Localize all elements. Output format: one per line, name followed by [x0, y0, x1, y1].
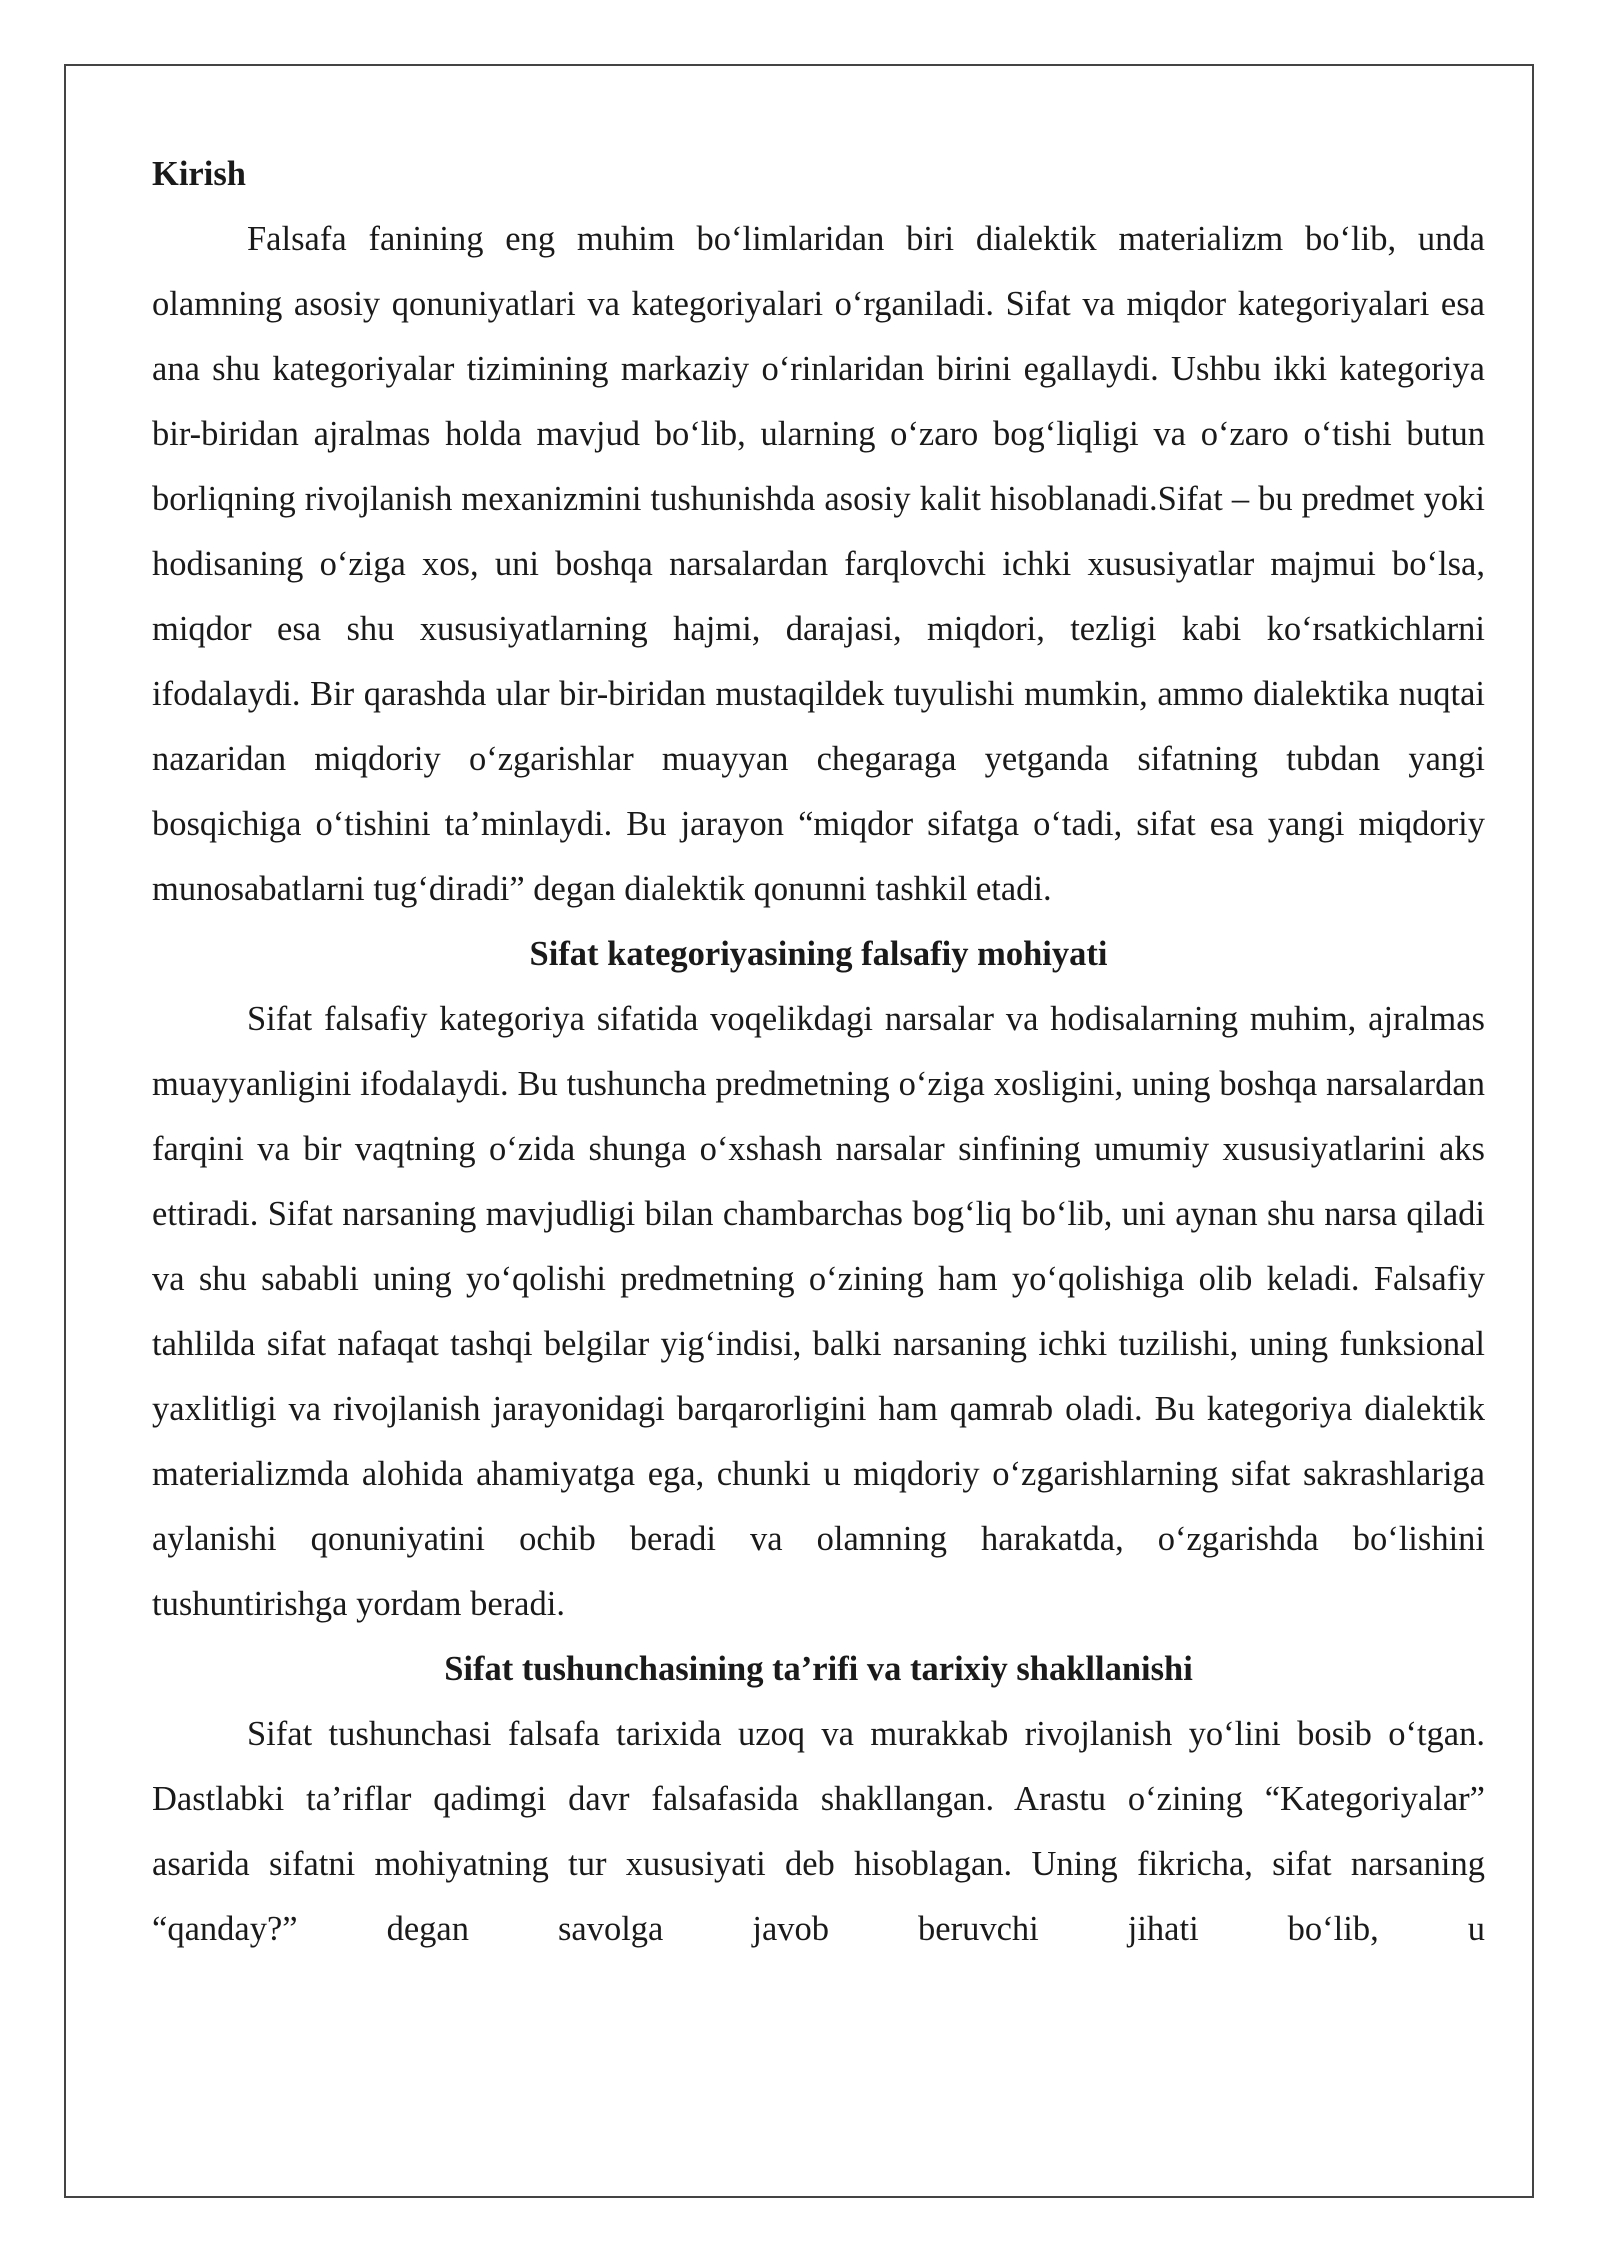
- paragraph-essence: Sifat falsafiy kategoriya sifatida voqelikdagi narsalar va hodisalarning muhim, ajralmas muayyanligini ifodalaydi. Bu tushuncha predmetning o‘ziga xosligini, uning boshqa narsalardan farqini va bir vaqtning o‘zida shunga o‘xshash narsalar sinfining umumiy xususiyatlarini aks ettiradi. Sifat narsaning mavjudligi bilan chambarchas bog‘liq bo‘lib, uni aynan shu narsa qiladi va shu sababli uning yo‘qolishi predmetning o‘zining ham yo‘qolishiga olib keladi. Falsafiy tahlilda sifat nafaqat tashqi belgilar yig‘indisi, balki narsaning ichki tuzilishi, uning funksional yaxlitligi va rivojlanish jarayonidagi barqarorligini ham qamrab oladi. Bu kategoriya dialektik materializmda alohida ahamiyatga ega, chunki u miqdoriy o‘zgarishlarning sifat sakrashlariga aylanishi qonuniyatini ochib beradi va olamning harakatda, o‘zgarishda bo‘lishini tushuntirishga yordam beradi.: [152, 1000, 1485, 1623]
- heading-essence: Sifat kategoriyasining falsafiy mohiyati: [529, 935, 1108, 973]
- document-body: [152, 142, 1485, 1962]
- heading-definition: Sifat tushunchasining ta’rifi va tarixiy shakllanishi: [444, 1650, 1193, 1688]
- heading-intro: Kirish: [152, 155, 246, 193]
- paragraph-intro: Falsafa fanining eng muhim bo‘limlaridan biri dialektik materializm bo‘lib, unda olamning asosiy qonuniyatlari va kategoriyalari o‘rganiladi. Sifat va miqdor kategoriyalari esa ana shu kategoriyalar tizimining markaziy o‘rinlaridan birini egallaydi. Ushbu ikki kategoriya bir-biridan ajralmas holda mavjud bo‘lib, ularning o‘zaro bog‘liqligi va o‘zaro o‘tishi butun borliqning rivojlanish mexanizmini tushunishda asosiy kalit hisoblanadi.Sifat – bu predmet yoki hodisaning o‘ziga xos, uni boshqa narsalardan farqlovchi ichki xususiyatlar majmui bo‘lsa, miqdor esa shu xususiyatlarning hajmi, darajasi, miqdori, tezligi kabi ko‘rsatkichlarni ifodalaydi. Bir qarashda ular bir-biridan mustaqildek tuyulishi mumkin, ammo dialektika nuqtai nazaridan miqdoriy o‘zgarishlar muayyan chegaraga yetganda sifatning tubdan yangi bosqichiga o‘tishini ta’minlaydi. Bu jarayon “miqdor sifatga o‘tadi, sifat esa yangi miqdoriy munosabatlarni tug‘diradi” degan dialektik qonunni tashkil etadi.: [152, 220, 1485, 908]
- paragraph-definition: Sifat tushunchasi falsafa tarixida uzoq va murakkab rivojlanish yo‘lini bosib o‘tgan. Dastlabki ta’riflar qadimgi davr falsafasida shakllangan. Arastu o‘zining “Kategoriyalar” asarida sifatni mohiyatning tur xususiyati deb hisoblagan. Uning fikricha, sifat narsaning “qanday?” degan savolga javob beruvchi jihati bo‘lib, u: [152, 1715, 1485, 1948]
